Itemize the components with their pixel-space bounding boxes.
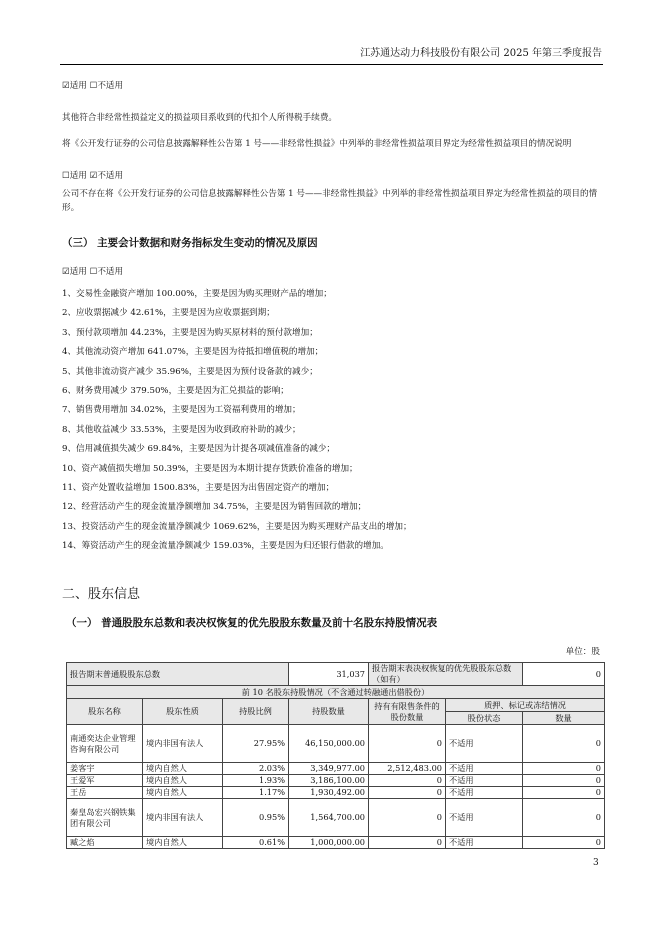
cell-ratio: 27.95% <box>223 725 289 763</box>
label-total-shareholders: 报告期末普通股股东总数 <box>67 663 289 686</box>
table-row <box>67 799 605 837</box>
table-row <box>67 787 605 799</box>
cell-restricted: 0 <box>369 787 446 799</box>
cell-name: 王爱军 <box>67 775 143 787</box>
list-item: 9、信用减值损失减少 69.84%，主要是因为计提各项减值准备的减少； <box>62 444 335 455</box>
list-item: 7、销售费用增加 34.02%，主要是因为工资福利费用的增加； <box>62 405 301 416</box>
cell-restricted: 2,512,483.00 <box>369 763 446 775</box>
list-item: 8、其他收益减少 33.53%，主要是因为收到政府补助的减少； <box>62 424 301 435</box>
table-section-title: 前 10 名股东持股情况（不含通过转融通出借股份） <box>67 686 605 699</box>
cell-status: 不适用 <box>446 799 523 837</box>
cell-count: 0 <box>523 763 605 775</box>
cell-status: 不适用 <box>446 775 523 787</box>
list-item: 14、筹资活动产生的现金流量净额减少 159.03%，主要是因为归还银行借款的增加。 <box>62 541 389 552</box>
list-item: 6、财务费用减少 379.50%，主要是因为汇兑损益的影响； <box>62 385 289 396</box>
cell-nature: 境内非国有法人 <box>143 725 223 763</box>
shareholder-table <box>66 662 605 849</box>
label-preferred-shareholders: 报告期末表决权恢复的优先股股东总数（如有） <box>369 663 523 686</box>
unit-label: 单位：股 <box>565 647 600 657</box>
section-heading-financial-changes: （三） 主要会计数据和财务指标发生变动的情况及原因 <box>62 237 318 249</box>
cell-quantity: 1,564,700.00 <box>289 799 369 837</box>
column-header-ratio: 持股比例 <box>223 699 289 725</box>
paragraph-definition-note: 将《公开发行证券的公司信息披露解释性公告第 1 号——非经常性损益》中列举的非经常性损益项目界定为经常性损益项目的情况说明 <box>62 139 572 149</box>
page-number: 3 <box>593 858 599 868</box>
cell-quantity: 3,349,977.00 <box>289 763 369 775</box>
cell-count: 0 <box>523 775 605 787</box>
subsection-heading-shareholders: （一） 普通股股东总数和表决权恢复的优先股股东数量及前十名股东持股情况表 <box>66 617 438 629</box>
list-item: 5、其他非流动资产减少 35.96%，主要是因为预付设备款的减少； <box>62 366 318 377</box>
paragraph-other-items: 其他符合非经常性损益定义的损益项目系收到的代扣个人所得税手续费。 <box>62 113 338 123</box>
list-item: 1、交易性金融资产增加 100.00%，主要是因为购买理财产品的增加； <box>62 289 332 299</box>
list-item: 13、投资活动产生的现金流量净额减少 1069.62%，主要是因为购买理财产品支出的增加； <box>62 521 412 532</box>
column-header-count: 数量 <box>523 712 605 725</box>
cell-ratio: 2.03% <box>223 763 289 775</box>
column-header-status: 股份状态 <box>446 712 523 725</box>
cell-restricted: 0 <box>369 799 446 837</box>
cell-count: 0 <box>523 787 605 799</box>
cell-status: 不适用 <box>446 725 523 763</box>
cell-quantity: 1,000,000.00 <box>289 837 369 849</box>
cell-count: 0 <box>523 837 605 849</box>
header-divider <box>60 64 603 65</box>
cell-status: 不适用 <box>446 837 523 849</box>
column-header-quantity: 持股数量 <box>289 699 369 725</box>
cell-quantity: 1,930,492.00 <box>289 787 369 799</box>
list-item: 2、应收票据减少 42.61%，主要是因为应收票据到期； <box>62 308 275 319</box>
cell-name: 王岳 <box>67 787 143 799</box>
column-header-nature: 股东性质 <box>143 699 223 725</box>
cell-nature: 境内自然人 <box>143 775 223 787</box>
cell-quantity: 46,150,000.00 <box>289 725 369 763</box>
column-header-restricted: 持有有限售条件的股份数量 <box>369 699 446 725</box>
cell-nature: 境内自然人 <box>143 837 223 849</box>
list-item: 3、预付款项增加 44.23%，主要是因为购买原材料的预付款增加； <box>62 327 318 338</box>
cell-count: 0 <box>523 725 605 763</box>
cell-nature: 境内自然人 <box>143 763 223 775</box>
page-header-title: 江苏通达动力科技股份有限公司 2025 年第三季度报告 <box>360 48 602 59</box>
section-title-shareholders: 二、股东信息 <box>62 587 141 602</box>
table-row <box>67 725 605 763</box>
table-row <box>67 763 605 775</box>
cell-ratio: 0.61% <box>223 837 289 849</box>
table-row <box>67 837 605 849</box>
cell-name: 秦皇岛宏兴钢铁集团有限公司 <box>67 799 143 837</box>
cell-name: 姜客宇 <box>67 763 143 775</box>
applicability-checkbox: ☐适用 ☑不适用 <box>62 171 124 181</box>
cell-name: 南通奕达企业管理咨询有限公司 <box>67 725 143 763</box>
paragraph-no-reclassification: 公司不存在将《公开发行证券的公司信息披露解释性公告第 1 号——非经常性损益》中列举的非经常性损益项目界定为经常性损益的项目的情形。 <box>62 189 598 213</box>
applicability-checkbox: ☑适用 ☐不适用 <box>62 81 124 91</box>
change-reasons-list <box>62 288 412 559</box>
list-item: 10、资产减值损失增加 50.39%，主要是因为本期计提存货跌价准备的增加； <box>62 463 358 474</box>
cell-status: 不适用 <box>446 787 523 799</box>
cell-nature: 境内非国有法人 <box>143 799 223 837</box>
cell-status: 不适用 <box>446 763 523 775</box>
applicability-checkbox: ☑适用 ☐不适用 <box>62 267 124 277</box>
cell-restricted: 0 <box>369 775 446 787</box>
value-preferred-shareholders: 0 <box>523 663 605 686</box>
list-item: 12、经营活动产生的现金流量净额增加 34.75%，主要是因为销售回款的增加； <box>62 502 367 513</box>
list-item: 11、资产处置收益增加 1500.83%，主要是因为出售固定资产的增加； <box>62 482 335 493</box>
cell-ratio: 1.17% <box>223 787 289 799</box>
table-row <box>67 775 605 787</box>
cell-ratio: 0.95% <box>223 799 289 837</box>
list-item: 4、其他流动资产增加 641.07%，主要是因为待抵扣增值税的增加； <box>62 347 324 358</box>
cell-count: 0 <box>523 799 605 837</box>
cell-quantity: 3,186,100.00 <box>289 775 369 787</box>
value-total-shareholders: 31,037 <box>289 663 369 686</box>
column-header-pledge: 质押、标记或冻结情况 <box>446 699 605 712</box>
cell-restricted: 0 <box>369 725 446 763</box>
cell-restricted: 0 <box>369 837 446 849</box>
cell-ratio: 1.93% <box>223 775 289 787</box>
cell-nature: 境内自然人 <box>143 787 223 799</box>
cell-name: 臧之焰 <box>67 837 143 849</box>
column-header-name: 股东名称 <box>67 699 143 725</box>
